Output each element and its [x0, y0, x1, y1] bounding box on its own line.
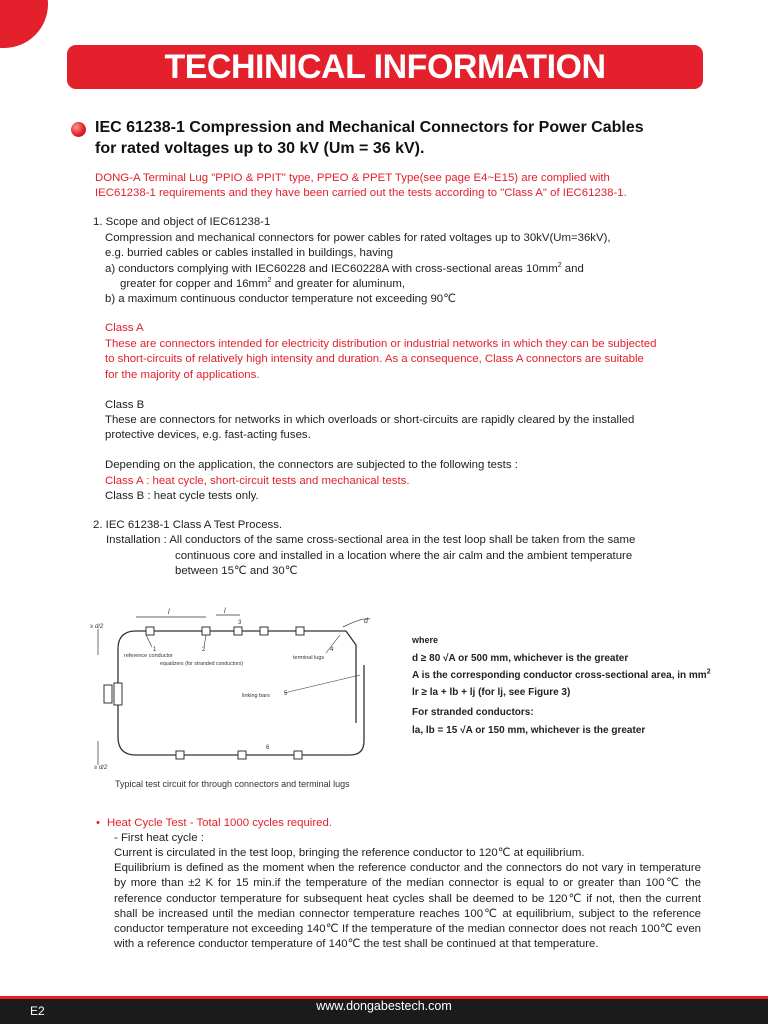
- tests-intro: Depending on the application, the connectors are subjected to the following tests :: [105, 459, 518, 471]
- where-line3: lr ≥ la + lb + lj (for lj, see Figure 3): [412, 687, 571, 698]
- label-d: d: [364, 618, 368, 625]
- heat-title: Heat Cycle Test - Total 1000 cycles required.: [107, 817, 332, 829]
- label-linking-bars: linking bars: [242, 693, 270, 699]
- label-num-3: 3: [238, 620, 242, 626]
- tests-class-b: Class B : heat cycle tests only.: [105, 490, 259, 502]
- scope-line2: e.g. burried cables or cables installed in buildings, having: [105, 247, 394, 259]
- connector-5: [296, 627, 304, 635]
- connector-3: [234, 627, 242, 635]
- label-terminal-lugs: terminal lugs: [293, 655, 325, 661]
- label-d2-bottom: ≥ d/2: [94, 765, 108, 771]
- label-num-5: 5: [284, 691, 288, 697]
- section-heading-line2: for rated voltages up to 30 kV (Um = 36 kV).: [95, 140, 425, 157]
- class-b-line2: protective devices, e.g. fast-acting fuses.: [105, 429, 311, 441]
- scope-line3: a) conductors complying with IEC60228 and IEC60228A with cross-sectional areas $10mm^2$ and: [105, 262, 584, 275]
- class-a-title: Class A: [105, 322, 144, 334]
- process-line1: Installation : All conductors of the same cross-sectional area in the test loop shall be taken from the same: [106, 534, 636, 546]
- class-a-line3: for the majority of applications.: [105, 369, 260, 381]
- footer: [0, 999, 768, 1024]
- process-line3: between 15℃ and 30℃: [175, 565, 298, 577]
- corner-decoration: [0, 0, 48, 48]
- loop-right: [350, 665, 364, 755]
- heat-first-cycle: - First heat cycle :: [114, 832, 204, 844]
- heat-paragraph: Equilibrium is defined as the moment when the reference conductor and the connectors do not vary in temperature by more than ±2 K for 15 min.if the temperature of the median connector is equal to or greater than 100℃ the reference conductor temperature for subsequent heat cycles shall be deemed to be 120℃ if not, then the current shall be increased until the median connector temperature reaches 100℃ at equilibrium, subject to the reference conductor temperature not exceeding 140℃ If the temperature of the median connector does not reach 100℃ even with a reference conductor temperature of 140℃ the test shall be continued at that temperature.: [114, 862, 701, 951]
- connector-7: [238, 751, 246, 759]
- label-d2-top: ≥ d/2: [90, 624, 104, 630]
- diagram-caption: Typical test circuit for through connectors and terminal lugs: [115, 779, 350, 789]
- where-title: where: [412, 635, 439, 645]
- heat-line1: Current is circulated in the test loop, bringing the reference conductor to 120℃ at equilibrium.: [114, 847, 585, 859]
- class-b-line1: These are connectors for networks in which overloads or short-circuits are rapidly cleared by the installed: [105, 414, 635, 426]
- loop-bottom: [118, 737, 350, 755]
- where-line1: d ≥ 80 √A or 500 mm, whichever is the greater: [412, 653, 629, 664]
- process-title: 2. IEC 61238-1 Class A Test Process.: [93, 519, 283, 531]
- class-b-title: Class B: [105, 399, 145, 411]
- footer-website[interactable]: www.dongabestech.com: [316, 999, 452, 1013]
- where-line5: la, lb = 15 √A or 150 mm, whichever is the greater: [412, 725, 646, 736]
- connector-4: [260, 627, 268, 635]
- leader-ref: [146, 635, 152, 647]
- tests-class-a: Class A : heat cycle, short-circuit tests and mechanical tests.: [105, 475, 410, 487]
- bullet-ball-icon: [71, 122, 86, 137]
- leader-bars: [284, 675, 360, 693]
- class-a-line1: These are connectors intended for electricity distribution or industrial networks in which they can be subjected: [105, 338, 657, 350]
- footer-page-number: E2: [30, 1004, 45, 1018]
- page-title: TECHINICAL INFORMATION: [67, 45, 703, 89]
- label-equalizers: equalizers (for stranded conductors): [160, 661, 244, 667]
- process-line2: continuous core and installed in a location where the air calm and the ambient temperature: [175, 550, 633, 562]
- scope-line4: greater for copper and $16mm^2$ and greater for aluminum,: [120, 277, 406, 290]
- heat-bullet: •: [96, 817, 100, 829]
- where-line2: A is the corresponding conductor cross-sectional area, in $mm^2$: [412, 668, 711, 681]
- connector-8: [294, 751, 302, 759]
- label-reference-conductor: reference conductor: [124, 653, 173, 659]
- class-a-line2: to short-circuits of relatively high intensity and duration. As a consequence, Class A connectors are suitable: [105, 353, 644, 365]
- label-num-6: 6: [266, 745, 270, 751]
- label-num-2: 2: [202, 647, 206, 653]
- scope-title: 1. Scope and object of IEC61238-1: [93, 216, 271, 228]
- where-line4: For stranded conductors:: [412, 707, 534, 718]
- label-la: l: [224, 608, 226, 615]
- section-heading: [95, 117, 715, 159]
- transformer-left: [104, 685, 112, 703]
- leader-eq: [204, 635, 206, 647]
- transformer-right: [114, 683, 122, 705]
- label-lr: l: [168, 609, 170, 616]
- test-circuit-diagram: [88, 605, 388, 775]
- connector-2: [202, 627, 210, 635]
- connector-6: [176, 751, 184, 759]
- label-num-4: 4: [330, 647, 334, 653]
- scope-line1: Compression and mechanical connectors for power cables for rated voltages up to 30kV(Um=36kV),: [105, 232, 611, 244]
- intro-line1: DONG-A Terminal Lug "PPIO & PPIT" type, PPEO & PPET Type(see page E4~E15) are complied with: [95, 172, 610, 184]
- scope-line5: b) a maximum continuous conductor temperature not exceeding 90℃: [105, 293, 456, 305]
- section-heading-line1: IEC 61238-1 Compression and Mechanical Connectors for Power Cables: [95, 119, 644, 136]
- connector-1: [146, 627, 154, 635]
- label-num-1: 1: [153, 647, 157, 653]
- intro-line2: IEC61238-1 requirements and they have been carried out the tests according to "Class A" of IEC61238-1.: [95, 187, 627, 199]
